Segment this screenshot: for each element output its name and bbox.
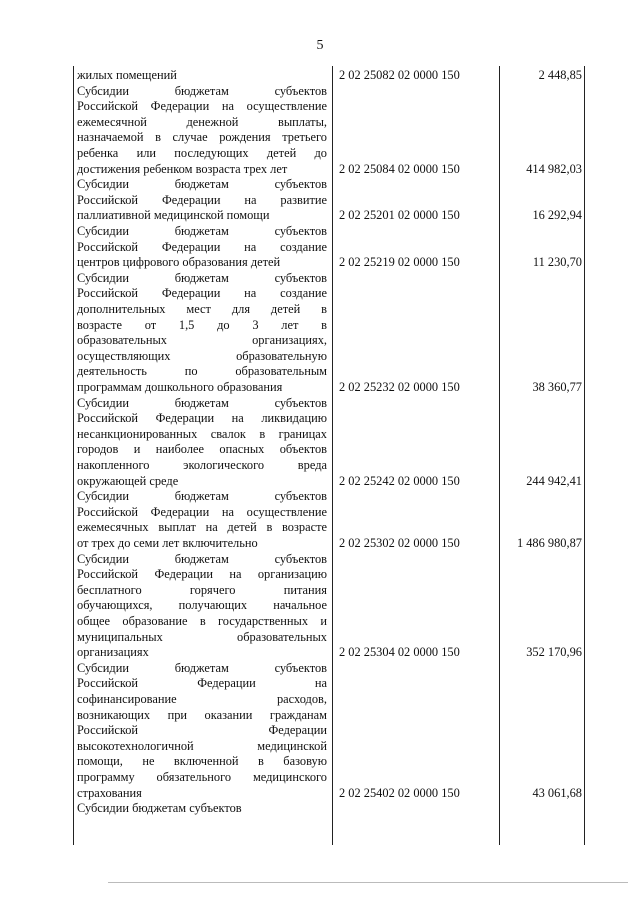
description-line: возникающих при оказании гражданам [77,707,327,722]
description-line: Субсидии бюджетам субъектов [77,177,327,192]
description-line: бесплатного горячего питания [77,582,327,597]
row-budget-code: 2 02 25304 02 0000 150 [339,645,460,660]
description-line: накопленного экологического вреда [77,457,327,472]
description-line: Российской Федерации на создание [77,286,327,301]
page-number: 5 [316,38,324,53]
description-line: софинансирование расходов, [77,691,327,706]
table-row [73,801,585,817]
description-line: окружающей среде [77,473,179,488]
row-amount: 38 360,77 [532,379,582,394]
description-line: Субсидии бюджетам субъектов [77,395,327,410]
row-budget-code: 2 02 25082 02 0000 150 [339,68,460,82]
row-amount: 43 061,68 [532,785,582,800]
table-row [73,396,585,490]
description-line: ежемесячной денежной выплаты, [77,114,327,129]
description-line: Российской Федерации на создание [77,239,327,254]
row-budget-code: 2 02 25084 02 0000 150 [339,161,460,176]
description-line: жилых помещений [77,68,177,82]
table-row [73,224,585,271]
description-line: Российской Федерации [77,723,327,738]
row-description [77,68,327,84]
row-description [77,396,327,490]
row-budget-code: 2 02 25219 02 0000 150 [339,255,460,270]
description-line: возрасте от 1,5 до 3 лет в [77,317,327,332]
table-row [73,552,585,661]
description-line: образовательных организациях, [77,333,327,348]
description-line: ребенка или последующих детей до [77,145,327,160]
description-line: паллиативной медицинской помощи [77,208,270,223]
description-line: назначаемой в случае рождения третьего [77,130,327,145]
row-budget-code: 2 02 25232 02 0000 150 [339,379,460,394]
table-row [73,661,585,801]
description-line: страхования [77,785,142,800]
description-line: дополнительных мест для детей в [77,301,327,316]
table-row [73,177,585,224]
description-line: высокотехнологичной медицинской [77,738,327,753]
table-row [73,271,585,396]
table-row [73,84,585,178]
description-line: программу обязательного медицинского [77,769,327,784]
description-line: достижения ребенком возраста трех лет [77,161,288,176]
description-line: Субсидии бюджетам субъектов [77,224,327,238]
row-amount: 352 170,96 [526,645,582,660]
row-budget-code: 2 02 25242 02 0000 150 [339,473,460,488]
row-description [77,224,327,271]
row-amount: 2 448,85 [538,68,582,82]
row-description [77,489,327,551]
description-line: центров цифрового образования детей [77,255,281,270]
description-line: несанкционированных свалок в границах [77,426,327,441]
description-line: программам дошкольного образования [77,379,283,394]
table-row [73,68,585,84]
page-bottom-rule [108,882,628,883]
description-line: помощи, не включенной в базовую [77,754,327,769]
row-description [77,661,327,801]
description-line: деятельность по образовательным [77,364,327,379]
description-line: Субсидии бюджетам субъектов [77,83,327,98]
description-line: осуществляющих образовательную [77,348,327,363]
description-line: Российской Федерации на [77,676,327,691]
row-amount: 414 982,03 [526,161,582,176]
description-line: Российской Федерации на осуществление [77,99,327,114]
description-line: Российской Федерации на осуществление [77,504,327,519]
description-line: Субсидии бюджетам субъектов [77,489,327,504]
description-line: ежемесячных выплат на детей в возрасте [77,520,327,535]
table-row [73,489,585,551]
description-line: Субсидии бюджетам субъектов [77,660,327,675]
description-line: обучающихся, получающих начальное [77,598,327,613]
row-description [77,552,327,661]
description-line: Российской Федерации на ликвидацию [77,411,327,426]
row-description [77,177,327,224]
description-line: муниципальных образовательных [77,629,327,644]
row-budget-code: 2 02 25402 02 0000 150 [339,785,460,800]
row-amount: 16 292,94 [532,208,582,223]
row-amount: 11 230,70 [532,255,582,270]
row-description [77,801,327,817]
row-amount: 244 942,41 [526,473,582,488]
description-line: Российской Федерации на развитие [77,192,327,207]
row-amount: 1 486 980,87 [516,535,582,550]
description-line: общее образование в государственных и [77,613,327,628]
budget-table [73,66,585,845]
row-description [77,84,327,178]
description-line: организациях [77,645,149,660]
description-line: Субсидии бюджетам субъектов [77,551,327,566]
description-line: Российской Федерации на организацию [77,567,327,582]
row-budget-code: 2 02 25201 02 0000 150 [339,208,460,223]
description-line: городов и наиболее опасных объектов [77,442,327,457]
description-line: от трех до семи лет включительно [77,535,258,550]
row-description [77,271,327,396]
description-line: Субсидии бюджетам субъектов [77,270,327,285]
row-budget-code: 2 02 25302 02 0000 150 [339,535,460,550]
description-line: Субсидии бюджетам субъектов [77,801,242,816]
